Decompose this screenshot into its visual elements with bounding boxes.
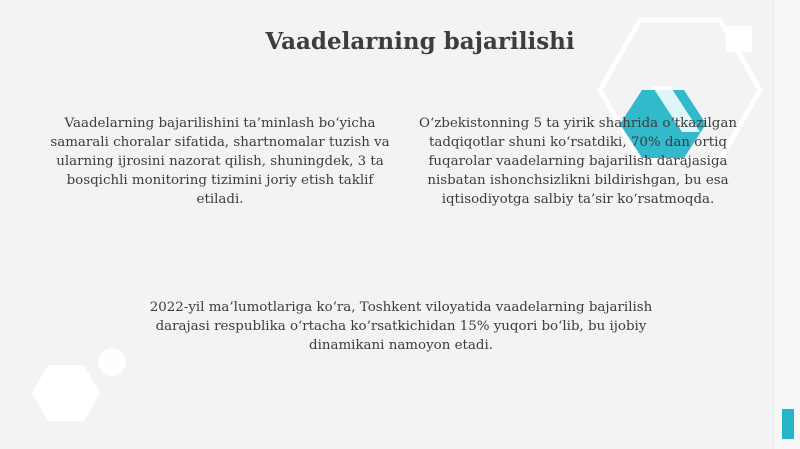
paragraph-right: O‘zbekistonning 5 ta yirik shahrida o‘tkazilgan tadqiqotlar shuni ko‘rsatdiki, 70% dan ortiq fuqarolar vaadelarning bajarilish darajasiga nisbatan ishonchsizlikni bildirishgan, bu esa iqtisodiyotga salbiy ta’sir ko‘rsatmoqda.	[419, 116, 737, 207]
circle-decoration	[98, 348, 126, 376]
paragraph-left: Vaadelarning bajarilishini ta’minlash bo‘yicha samarali choralar sifatida, shartnomalar tuzish va ularning ijrosini nazorat qilish, shuningdek, 3 ta bosqichli monitoring tizimini joriy etish taklif etiladi.	[50, 116, 390, 207]
right-edge-panel	[773, 0, 800, 449]
square-decoration	[726, 26, 752, 52]
edge-accent-bar	[782, 409, 794, 439]
slide-title: Vaadelarning bajarilishi	[265, 28, 575, 55]
white-hexagon-decoration	[32, 365, 100, 421]
paragraph-bottom: 2022-yil ma’lumotlariga ko‘ra, Toshkent viloyatida vaadelarning bajarilish darajasi respublika o‘rtacha ko‘rsatkichidan 15% yuqori bo‘lib, bu ijobiy dinamikani namoyon etadi.	[149, 300, 653, 353]
